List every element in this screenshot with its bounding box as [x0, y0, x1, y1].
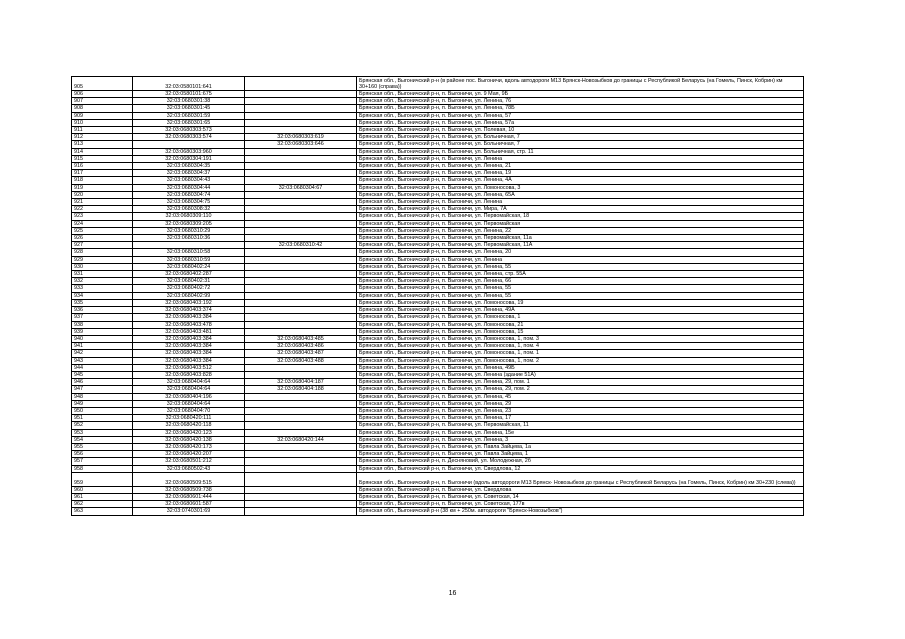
table-row: [72, 242, 804, 249]
address-cell: Брянская обл., Выгоничский р-н, п. Выгоничи, ул. Ломоносова, 1: [357, 314, 804, 321]
table-row: [72, 206, 804, 213]
related-cadastral-number-cell: [245, 422, 357, 429]
address-cell: Брянская обл., Выгоничский р-н, п. Выгоничи, ул. Ленина, стр. 55А: [357, 271, 804, 278]
related-cadastral-number-cell: [245, 472, 357, 486]
related-cadastral-number-cell: 32:03:0680310:42: [245, 242, 357, 249]
address-cell: Брянская обл., Выгоничский р-н, п. Выгоничи, ул. Павла Зайцева, 1а: [357, 443, 804, 450]
cadastral-number-cell: 32:03:0680303:574: [133, 134, 245, 141]
cadastral-number-cell: 32:03:0680403:481: [133, 328, 245, 335]
address-cell: Брянская обл., Выгоничский р-н, п. Выгоничи, ул. Ленина, 19: [357, 170, 804, 177]
cadastral-number-cell: 32:03:0680303:573: [133, 127, 245, 134]
related-cadastral-number-cell: 32:03:0680420:144: [245, 436, 357, 443]
row-number-cell: 950: [72, 407, 133, 414]
address-cell: Брянская обл., Выгоничский р-н, п. Выгоничи, ул. Ломоносова, 3: [357, 184, 804, 191]
table-row: [72, 458, 804, 465]
address-cell: Брянская обл., Выгоничский р-н, п. Выгоничи, ул. Ленина, 29, пом. 2: [357, 386, 804, 393]
table-row: [72, 350, 804, 357]
cadastral-number-cell: 32:03:0680301:59: [133, 112, 245, 119]
cadastral-number-cell: 32:03:0680509:738: [133, 486, 245, 493]
cadastral-number-cell: 32:03:0680420:207: [133, 451, 245, 458]
table-row: [72, 148, 804, 155]
table-row: [72, 328, 804, 335]
address-cell: Брянская обл., Выгоничский р-н, п. Выгоничи, ул. Павла Зайцева, 1: [357, 451, 804, 458]
related-cadastral-number-cell: 32:03:0680403:486: [245, 343, 357, 350]
related-cadastral-number-cell: [245, 191, 357, 198]
row-number-cell: 942: [72, 350, 133, 357]
address-cell: Брянская обл., Выгоничский р-н, п. Выгоничи, ул. Ленина, 4А: [357, 177, 804, 184]
table-row: [72, 436, 804, 443]
address-cell: Брянская обл., Выгоничский р-н, п. Выгоничи, ул. Ленина, 17: [357, 415, 804, 422]
cadastral-number-cell: 32:03:0680601:444: [133, 493, 245, 500]
table-row: [72, 227, 804, 234]
row-number-cell: 928: [72, 249, 133, 256]
cadastral-number-cell: 32:03:0680420:118: [133, 422, 245, 429]
cadastral-number-cell: 32:03:0680502:43: [133, 465, 245, 472]
address-cell: Брянская обл., Выгоничский р-н, п. Выгоничи, ул. Ленина, 45: [357, 393, 804, 400]
table-row: [72, 235, 804, 242]
row-number-cell: 936: [72, 307, 133, 314]
related-cadastral-number-cell: [245, 443, 357, 450]
row-number-cell: 948: [72, 393, 133, 400]
cadastral-number-cell: 32:03:0680304:75: [133, 199, 245, 206]
cadastral-number-cell: 32:03:0680309:110: [133, 213, 245, 220]
address-cell: Брянская обл., Выгоничский р-н, п. Выгоничи, ул. Ломоносова, 21: [357, 321, 804, 328]
cadastral-number-cell: 32:03:0680403:512: [133, 364, 245, 371]
related-cadastral-number-cell: [245, 486, 357, 493]
address-cell: Брянская обл., Выгоничский р-н, п. Выгоничи, ул. Первомайская, 11а: [357, 235, 804, 242]
table-row: [72, 213, 804, 220]
table-row: [72, 256, 804, 263]
related-cadastral-number-cell: [245, 292, 357, 299]
cadastral-number-cell: 32:03:0680403:374: [133, 307, 245, 314]
address-cell: Брянская обл., Выгоничский р-н, п. Выгоничи, ул. Ленина, 15е: [357, 429, 804, 436]
table-row: [72, 422, 804, 429]
related-cadastral-number-cell: [245, 371, 357, 378]
cadastral-number-cell: 32:03:0680404:64: [133, 379, 245, 386]
table-row: [72, 285, 804, 292]
related-cadastral-number-cell: [245, 364, 357, 371]
cadastral-number-cell: 32:03:0680420:111: [133, 415, 245, 422]
row-number-cell: 931: [72, 271, 133, 278]
address-cell: Брянская обл., Выгоничский р-н, п. Выгоничи, ул. Ленина: [357, 199, 804, 206]
row-number-cell: 925: [72, 227, 133, 234]
address-cell: Брянская обл., Выгоничский р-н, п. Выгоничи, ул. Ломоносова, 1, пом. 4: [357, 343, 804, 350]
row-number-cell: 930: [72, 263, 133, 270]
table-body: [72, 77, 804, 516]
row-number-cell: 917: [72, 170, 133, 177]
row-number-cell: 915: [72, 155, 133, 162]
cadastral-number-cell: 32:03:0680304:191: [133, 155, 245, 162]
address-cell: Брянская обл., Выгоничский р-н, п. Выгоничи, ул. Ленина, 21: [357, 163, 804, 170]
row-number-cell: 923: [72, 213, 133, 220]
cadastral-number-cell: 32:03:0680304:43: [133, 177, 245, 184]
cadastral-number-cell: 32:03:0680403:478: [133, 321, 245, 328]
address-cell: Брянская обл., Выгоничский р-н, п. Выгоничи, ул. Ленина, 55: [357, 263, 804, 270]
address-cell: Брянская обл., Выгоничский р-н, п. Выгоничи, ул. Ленина, 57а: [357, 119, 804, 126]
table-row: [72, 134, 804, 141]
row-number-cell: 953: [72, 429, 133, 436]
row-number-cell: 926: [72, 235, 133, 242]
address-cell: Брянская обл., Выгоничский р-н, п. Выгоничи, ул. Больничная, 7: [357, 134, 804, 141]
related-cadastral-number-cell: [245, 508, 357, 515]
cadastral-number-cell: 32:03:0680420:138: [133, 436, 245, 443]
related-cadastral-number-cell: [245, 278, 357, 285]
address-cell: Брянская обл., Выгоничский р-н, п. Выгоничи, ул. Свердлова: [357, 486, 804, 493]
cadastral-number-cell: 32:03:0680403:384: [133, 335, 245, 342]
address-cell: Брянская обл., Выгоничский р-н, п. Выгоничи, ул. Ленина: [357, 256, 804, 263]
address-cell: Брянская обл., Выгоничский р-н, п. Выгоничи (вдоль автодороги М13 Брянск- Новозыбков до границы с Республикой Беларусь (на Гомель, Пинск, Кобрин) км 30+230 (слева)): [357, 472, 804, 486]
related-cadastral-number-cell: [245, 299, 357, 306]
table-row: [72, 155, 804, 162]
table-row: [72, 364, 804, 371]
row-number-cell: 957: [72, 458, 133, 465]
cadastral-number-cell: 32:03:0680304:37: [133, 170, 245, 177]
cadastral-number-cell: 32:03:0680420:173: [133, 443, 245, 450]
related-cadastral-number-cell: 32:03:0680303:619: [245, 134, 357, 141]
related-cadastral-number-cell: [245, 256, 357, 263]
page-number: 16: [448, 590, 457, 597]
row-number-cell: 907: [72, 98, 133, 105]
related-cadastral-number-cell: 32:03:0680403:485: [245, 335, 357, 342]
cadastral-number-cell: 32:03:0680403:828: [133, 371, 245, 378]
table-row: [72, 386, 804, 393]
row-number-cell: 961: [72, 493, 133, 500]
row-number-cell: 921: [72, 199, 133, 206]
cadastral-number-cell: 32:03:0680301:38: [133, 98, 245, 105]
cadastral-number-cell: 32:03:0680403:192: [133, 299, 245, 306]
table-row: [72, 443, 804, 450]
related-cadastral-number-cell: [245, 206, 357, 213]
table-row: [72, 191, 804, 198]
cadastral-number-cell: [133, 141, 245, 148]
related-cadastral-number-cell: [245, 451, 357, 458]
row-number-cell: 937: [72, 314, 133, 321]
table-row: [72, 91, 804, 98]
address-cell: Брянская обл., Выгоничский р-н, п. Выгоничи, ул. Ленина, 57: [357, 112, 804, 119]
table-row: [72, 379, 804, 386]
related-cadastral-number-cell: [245, 112, 357, 119]
table-row: [72, 357, 804, 364]
related-cadastral-number-cell: 32:03:0680403:487: [245, 350, 357, 357]
address-cell: Брянская обл., Выгоничский р-н, п. Выгоничи, ул. Ломоносова, 1, пом. 1: [357, 350, 804, 357]
row-number-cell: 934: [72, 292, 133, 299]
cadastral-number-cell: 32:03:0680601:587: [133, 501, 245, 508]
table-row: [72, 77, 804, 91]
cadastral-number-cell: 32:03:0680404:64: [133, 400, 245, 407]
row-number-cell: 949: [72, 400, 133, 407]
address-cell: Брянская обл., Выгоничский р-н, п. Выгоничи, ул. Ленина, 66: [357, 278, 804, 285]
related-cadastral-number-cell: [245, 227, 357, 234]
cadastral-number-cell: 32:03:0680402:99: [133, 292, 245, 299]
document-sheet: [71, 76, 804, 516]
related-cadastral-number-cell: 32:03:0680304:67: [245, 184, 357, 191]
row-number-cell: 954: [72, 436, 133, 443]
row-number-cell: 940: [72, 335, 133, 342]
related-cadastral-number-cell: [245, 400, 357, 407]
table-row: [72, 292, 804, 299]
table-row: [72, 465, 804, 472]
row-number-cell: 905: [72, 77, 133, 91]
related-cadastral-number-cell: [245, 321, 357, 328]
row-number-cell: 955: [72, 443, 133, 450]
related-cadastral-number-cell: [245, 220, 357, 227]
table-row: [72, 220, 804, 227]
related-cadastral-number-cell: [245, 285, 357, 292]
row-number-cell: 911: [72, 127, 133, 134]
related-cadastral-number-cell: [245, 328, 357, 335]
row-number-cell: 943: [72, 357, 133, 364]
cadastral-number-cell: 32:03:0680304:44: [133, 184, 245, 191]
row-number-cell: 929: [72, 256, 133, 263]
row-number-cell: 956: [72, 451, 133, 458]
related-cadastral-number-cell: [245, 429, 357, 436]
row-number-cell: 963: [72, 508, 133, 515]
address-cell: Брянская обл., Выгоничский р-н, п. Выгоничи, ул. 9 Мая, 9Б: [357, 91, 804, 98]
cadastral-number-cell: 32:03:0680404:70: [133, 407, 245, 414]
related-cadastral-number-cell: [245, 177, 357, 184]
row-number-cell: 919: [72, 184, 133, 191]
row-number-cell: 939: [72, 328, 133, 335]
table-row: [72, 105, 804, 112]
address-cell: Брянская обл., Выгоничский р-н, п. Выгоничи, ул. Ленина, 76: [357, 98, 804, 105]
table-row: [72, 271, 804, 278]
address-cell: Брянская обл., Выгоничский р-н, п. Выгоничи, ул. Первомайская, 18: [357, 213, 804, 220]
cadastral-number-cell: 32:03:0680501:212: [133, 458, 245, 465]
table-row: [72, 127, 804, 134]
address-cell: Брянская обл., Выгоничский р-н, п. Выгоничи, ул. Ленина, 29: [357, 400, 804, 407]
cadastral-number-cell: 32:03:0680404:196: [133, 393, 245, 400]
cadastral-number-cell: 32:03:0680310:58: [133, 249, 245, 256]
related-cadastral-number-cell: [245, 98, 357, 105]
related-cadastral-number-cell: [245, 148, 357, 155]
related-cadastral-number-cell: 32:03:0680404:187: [245, 379, 357, 386]
table-row: [72, 177, 804, 184]
row-number-cell: 933: [72, 285, 133, 292]
cadastral-number-cell: 32:03:0680402:31: [133, 278, 245, 285]
cadastral-number-cell: 32:03:0680310:59: [133, 256, 245, 263]
related-cadastral-number-cell: [245, 501, 357, 508]
related-cadastral-number-cell: [245, 493, 357, 500]
related-cadastral-number-cell: [245, 263, 357, 270]
related-cadastral-number-cell: 32:03:0680404:188: [245, 386, 357, 393]
table-row: [72, 199, 804, 206]
row-number-cell: 914: [72, 148, 133, 155]
address-cell: Брянская обл., Выгоничский р-н, п. Десняновий, ул. Молодежная, 2б: [357, 458, 804, 465]
table-row: [72, 501, 804, 508]
row-number-cell: 958: [72, 465, 133, 472]
address-cell: Брянская обл., Выгоничский р-н, п. Выгоничи, ул. Ленина (здание 51А): [357, 371, 804, 378]
table-row: [72, 98, 804, 105]
row-number-cell: 938: [72, 321, 133, 328]
table-row: [72, 163, 804, 170]
address-cell: Брянская обл., Выгоничский р-н, п. Выгоничи, ул. Больничная, стр. 11: [357, 148, 804, 155]
address-cell: Брянская обл., Выгоничский р-н, п. Выгоничи, ул. Ленина, 29, пом. 1: [357, 379, 804, 386]
related-cadastral-number-cell: [245, 127, 357, 134]
table-row: [72, 508, 804, 515]
related-cadastral-number-cell: [245, 407, 357, 414]
related-cadastral-number-cell: [245, 163, 357, 170]
row-number-cell: 920: [72, 191, 133, 198]
table-row: [72, 343, 804, 350]
cadastral-number-cell: 32:03:0680304:74: [133, 191, 245, 198]
related-cadastral-number-cell: [245, 105, 357, 112]
related-cadastral-number-cell: [245, 170, 357, 177]
table-row: [72, 184, 804, 191]
table-row: [72, 451, 804, 458]
table-row: [72, 371, 804, 378]
cadastral-number-cell: 32:03:0680310:29: [133, 227, 245, 234]
cadastral-number-cell: 32:03:0680403:384: [133, 350, 245, 357]
row-number-cell: 935: [72, 299, 133, 306]
address-cell: Брянская обл., Выгоничский р-н, п. Выгоничи, ул. Ленина, 3: [357, 436, 804, 443]
table-row: [72, 407, 804, 414]
address-cell: Брянская обл., Выгоничский р-н, п. Выгоничи, ул. Ломоносова, 1, пом. 2: [357, 357, 804, 364]
table-row: [72, 170, 804, 177]
table-row: [72, 415, 804, 422]
row-number-cell: 922: [72, 206, 133, 213]
row-number-cell: 944: [72, 364, 133, 371]
address-cell: Брянская обл., Выгоничский р-н (в районе пос. Выгоничи, вдоль автодороги М13 Брянск-Новозыбков до границы с Республикой Беларусь (на Гомель, Пинск, Кобрин) км 30+160 (справа)): [357, 77, 804, 91]
cadastral-number-cell: 32:03:0680509:515: [133, 472, 245, 486]
cadastral-number-cell: 32:03:0680403:384: [133, 343, 245, 350]
address-cell: Брянская обл., Выгоничский р-н (38 км + 250м. автодороги "Брянск-Новозыбков"): [357, 508, 804, 515]
related-cadastral-number-cell: [245, 271, 357, 278]
row-number-cell: 959: [72, 472, 133, 486]
address-cell: Брянская обл., Выгоничский р-н, п. Выгоничи, ул. Ленина, 22: [357, 227, 804, 234]
row-number-cell: 927: [72, 242, 133, 249]
table-row: [72, 321, 804, 328]
cadastral-number-cell: 32:03:0680309:205: [133, 220, 245, 227]
table-row: [72, 141, 804, 148]
cadastral-number-cell: 32:03:0680403:384: [133, 357, 245, 364]
row-number-cell: 913: [72, 141, 133, 148]
related-cadastral-number-cell: [245, 199, 357, 206]
related-cadastral-number-cell: 32:03:0680403:488: [245, 357, 357, 364]
related-cadastral-number-cell: [245, 415, 357, 422]
cadastral-number-cell: 32:03:0680402:287: [133, 271, 245, 278]
address-cell: Брянская обл., Выгоничский р-н, п. Выгоничи, ул. Ломоносова, 19: [357, 299, 804, 306]
table-row: [72, 307, 804, 314]
address-cell: Брянская обл., Выгоничский р-н, п. Выгоничи, ул. Советская, 14: [357, 493, 804, 500]
row-number-cell: 918: [72, 177, 133, 184]
cadastral-number-cell: 32:03:0680301:65: [133, 119, 245, 126]
cadastral-table: [71, 76, 804, 516]
row-number-cell: 952: [72, 422, 133, 429]
address-cell: Брянская обл., Выгоничский р-н, п. Выгоничи, ул. Ленина, 78Б: [357, 105, 804, 112]
related-cadastral-number-cell: [245, 213, 357, 220]
row-number-cell: 945: [72, 371, 133, 378]
row-number-cell: 962: [72, 501, 133, 508]
cadastral-number-cell: 32:03:0680301:45: [133, 105, 245, 112]
row-number-cell: 910: [72, 119, 133, 126]
address-cell: Брянская обл., Выгоничский р-н, п. Выгоничи, ул. Первомайская, 11: [357, 422, 804, 429]
cadastral-number-cell: 32:03:0680404:64: [133, 386, 245, 393]
related-cadastral-number-cell: [245, 314, 357, 321]
address-cell: Брянская обл., Выгоничский р-н, п. Выгоничи, ул. Ленина: [357, 155, 804, 162]
row-number-cell: 960: [72, 486, 133, 493]
related-cadastral-number-cell: [245, 465, 357, 472]
address-cell: Брянская обл., Выгоничский р-н, п. Выгоничи, ул. Больничная, 7: [357, 141, 804, 148]
row-number-cell: 916: [72, 163, 133, 170]
address-cell: Брянская обл., Выгоничский р-н, п. Выгоничи, ул. Ленина, 20: [357, 249, 804, 256]
address-cell: Брянская обл., Выгоничский р-н, п. Выгоничи, ул. Ленина, 23: [357, 407, 804, 414]
table-row: [72, 400, 804, 407]
address-cell: Брянская обл., Выгоничский р-н, п. Выгоничи, ул. Ленина, 65А: [357, 191, 804, 198]
related-cadastral-number-cell: [245, 91, 357, 98]
row-number-cell: 908: [72, 105, 133, 112]
cadastral-number-cell: 32:03:0680402:72: [133, 285, 245, 292]
row-number-cell: 909: [72, 112, 133, 119]
row-number-cell: 947: [72, 386, 133, 393]
cadastral-number-cell: 32:03:0740301:69: [133, 508, 245, 515]
row-number-cell: 946: [72, 379, 133, 386]
row-number-cell: 941: [72, 343, 133, 350]
related-cadastral-number-cell: 32:03:0680303:646: [245, 141, 357, 148]
table-row: [72, 119, 804, 126]
address-cell: Брянская обл., Выгоничский р-н, п. Выгоничи, ул. Ленина, 55: [357, 292, 804, 299]
address-cell: Брянская обл., Выгоничский р-н, п. Выгоничи, ул. Свердлова, 12: [357, 465, 804, 472]
row-number-cell: 906: [72, 91, 133, 98]
cadastral-number-cell: 32:03:0680303:960: [133, 148, 245, 155]
cadastral-number-cell: [133, 242, 245, 249]
table-row: [72, 429, 804, 436]
table-row: [72, 314, 804, 321]
cadastral-number-cell: 32:03:0680310:36: [133, 235, 245, 242]
address-cell: Брянская обл., Выгоничский р-н, п. Выгоничи, ул. Ломоносова, 15: [357, 328, 804, 335]
table-row: [72, 112, 804, 119]
table-row: [72, 393, 804, 400]
address-cell: Брянская обл., Выгоничский р-н, п. Выгоничи, ул. Ленина, 49А: [357, 307, 804, 314]
address-cell: Брянская обл., Выгоничский р-н, п. Выгоничи, ул. Первомайская: [357, 220, 804, 227]
related-cadastral-number-cell: [245, 155, 357, 162]
cadastral-number-cell: 32:03:0680402:24: [133, 263, 245, 270]
cadastral-number-cell: 32:03:0580101:675: [133, 91, 245, 98]
related-cadastral-number-cell: [245, 307, 357, 314]
related-cadastral-number-cell: [245, 458, 357, 465]
address-cell: Брянская обл., Выгоничский р-н, п. Выгоничи, ул. Полевая, 10: [357, 127, 804, 134]
row-number-cell: 924: [72, 220, 133, 227]
row-number-cell: 951: [72, 415, 133, 422]
table-row: [72, 263, 804, 270]
address-cell: Брянская обл., Выгоничский р-н, п. Выгоничи, ул. Первомайская, 11А: [357, 242, 804, 249]
address-cell: Брянская обл., Выгоничский р-н, п. Выгоничи, ул. Ленина, 55: [357, 285, 804, 292]
related-cadastral-number-cell: [245, 249, 357, 256]
address-cell: Брянская обл., Выгоничский р-н, п. Выгоничи, ул. Ленина, 49Б: [357, 364, 804, 371]
related-cadastral-number-cell: [245, 77, 357, 91]
cadastral-number-cell: 32:03:0680304:35: [133, 163, 245, 170]
cadastral-number-cell: 32:03:0680420:123: [133, 429, 245, 436]
address-cell: Брянская обл., Выгоничский р-н, п. Выгоничи, ул. Ломоносова, 1, пом. 3: [357, 335, 804, 342]
table-row: [72, 299, 804, 306]
related-cadastral-number-cell: [245, 235, 357, 242]
cadastral-number-cell: 32:03:0580101:641: [133, 77, 245, 91]
table-row: [72, 278, 804, 285]
address-cell: Брянская обл., Выгоничский р-н, п. Выгоничи, ул. Мира, 7А: [357, 206, 804, 213]
table-row: [72, 486, 804, 493]
related-cadastral-number-cell: [245, 119, 357, 126]
table-row: [72, 335, 804, 342]
cadastral-number-cell: 32:03:0680308:32: [133, 206, 245, 213]
table-row: [72, 493, 804, 500]
address-cell: Брянская обл., Выгоничский р-н, п. Выгоничи, ул. Советская, 177в: [357, 501, 804, 508]
row-number-cell: 912: [72, 134, 133, 141]
row-number-cell: 932: [72, 278, 133, 285]
table-row: [72, 472, 804, 486]
cadastral-number-cell: 32:03:0680403:384: [133, 314, 245, 321]
related-cadastral-number-cell: [245, 393, 357, 400]
table-row: [72, 249, 804, 256]
